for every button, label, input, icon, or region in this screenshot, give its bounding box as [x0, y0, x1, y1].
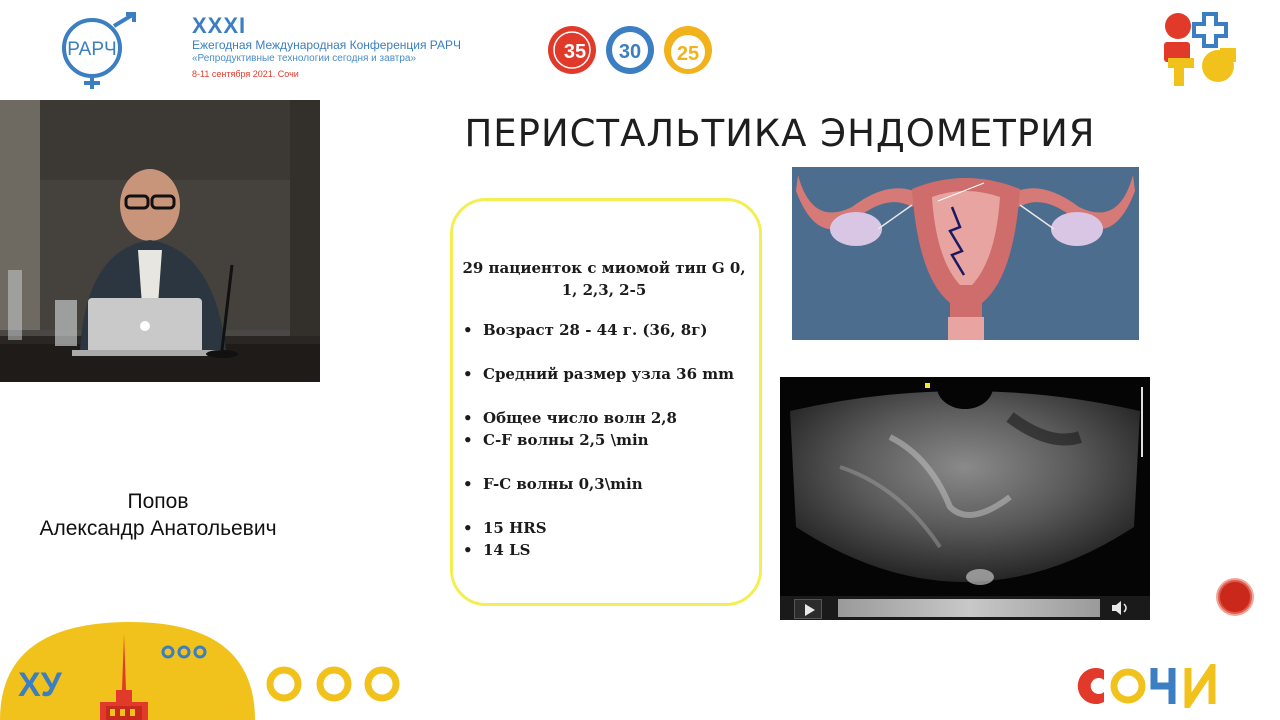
logo-text: РАРЧ [67, 39, 117, 60]
rarch-logo [48, 12, 144, 90]
list-item: • 15 HRS [461, 517, 747, 539]
slide-title: ПЕРИСТАЛЬТИКА ЭНДОМЕТРИЯ [464, 112, 1096, 155]
footer-left-decoration [0, 620, 260, 720]
list-item: • Средний размер узла 36 mm [461, 363, 747, 385]
conference-name: Ежегодная Международная Конференция РАРЧ [192, 38, 462, 52]
conference-info [192, 14, 532, 81]
speaker-first-names: Александр Анатольевич [39, 517, 277, 540]
ultrasound-frame [780, 377, 1150, 596]
uterus-anatomy-image [792, 167, 1139, 340]
footer-center-dots [264, 664, 404, 704]
svg-text:30: 30 [618, 41, 642, 63]
badge-30 [606, 26, 654, 74]
list-item: • Возраст 28 - 44 г. (36, 8г) [461, 319, 747, 341]
conference-dates: 8-11 сентября 2021. Сочи [192, 69, 299, 79]
slide-info-box [450, 198, 762, 606]
footer-left-text: ХУ [18, 666, 62, 704]
list-item: • 14 LS [461, 539, 747, 561]
speaker-last-name: Попов [127, 490, 189, 513]
badge-25 [664, 26, 712, 74]
speaker-video-frame [0, 100, 320, 382]
conference-subtitle: «Репродуктивные технологии сегодня и завтра» [192, 53, 417, 64]
svg-text:25: 25 [676, 43, 700, 65]
brand-puzzle-mark [1160, 12, 1238, 88]
video-progress-bar[interactable] [838, 599, 1100, 617]
conference-header [0, 0, 1280, 96]
volume-icon[interactable] [1110, 600, 1132, 616]
svg-text:35: 35 [563, 41, 587, 63]
video-controls [780, 596, 1150, 620]
list-item: • C-F волны 2,5 \min [461, 429, 747, 451]
list-item: • Общее число волн 2,8 [461, 407, 747, 429]
speaker-name [0, 488, 316, 542]
sochi-logo [1064, 664, 1240, 708]
slide-summary: 29 пациенток с миомой тип G 0, 1, 2,3, 2-5 [462, 259, 746, 299]
ultrasound-video[interactable] [780, 377, 1150, 620]
play-icon[interactable] [794, 599, 822, 619]
conference-number: XXXI [192, 13, 247, 38]
speaker-video [0, 100, 320, 382]
badge-35 [548, 26, 596, 74]
list-item: • F-C волны 0,3\min [461, 473, 747, 495]
slide-bullet-list [461, 319, 747, 561]
uterus-illustration [792, 167, 1139, 340]
record-indicator-icon [1218, 580, 1252, 614]
sochi-logo-text: СОЧИ [1064, 664, 1067, 665]
anniversary-badges [546, 24, 716, 80]
